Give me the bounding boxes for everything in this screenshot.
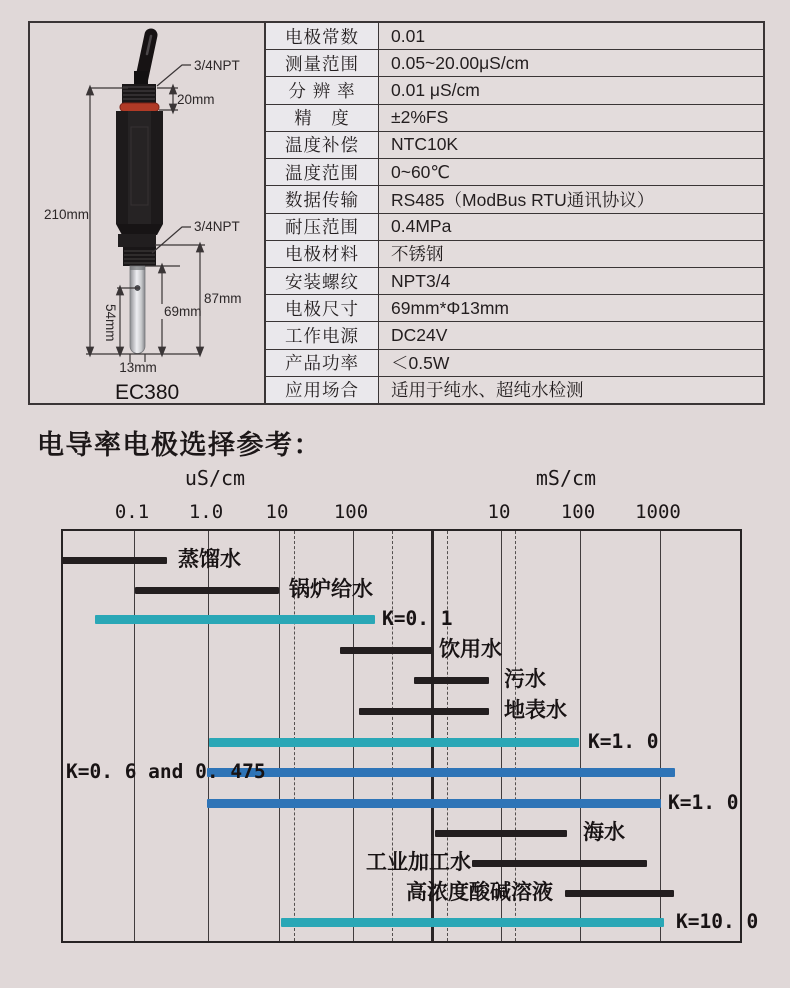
- spec-value-cell: ＜0.5W: [379, 350, 763, 376]
- cable-gland: [134, 71, 148, 86]
- axis-tick-label: 100: [560, 501, 596, 523]
- spec-value-cell: 0~60℃: [379, 159, 763, 185]
- spec-label-cell: 产品功率: [266, 350, 379, 376]
- spec-row: [266, 268, 763, 295]
- chart-bar-label: 工业加工水: [366, 851, 471, 874]
- spec-label-cell: 测量范围: [266, 50, 379, 76]
- chart-bar: [209, 738, 579, 747]
- spec-row: [266, 377, 763, 403]
- spec-label-cell: 电极尺寸: [266, 295, 379, 321]
- spec-value-cell: 不锈钢: [379, 241, 763, 267]
- spec-row: [266, 23, 763, 50]
- gridline-solid: [279, 531, 280, 941]
- spec-row: [266, 241, 763, 268]
- chart-bar: [359, 708, 489, 715]
- axis-tick-label: 10: [487, 501, 511, 523]
- chart-bar-label: 海水: [583, 821, 625, 844]
- chart-bar-label: 蒸馏水: [178, 548, 241, 571]
- spec-label-cell: 电极材料: [266, 241, 379, 267]
- chart-bar: [135, 587, 279, 594]
- spec-value-cell: NTC10K: [379, 132, 763, 158]
- chart-bar: [340, 647, 432, 654]
- chart-bar: [414, 677, 489, 684]
- chart-bar: [62, 557, 167, 564]
- spec-label-cell: 数据传输: [266, 186, 379, 212]
- chart-bar: [565, 890, 674, 897]
- spec-row: [266, 186, 763, 213]
- spec-value-cell: ±2%FS: [379, 105, 763, 131]
- chart-bar: [472, 860, 647, 867]
- lower-collar: [118, 234, 156, 247]
- spec-value-cell: DC24V: [379, 322, 763, 348]
- spec-value-cell: 69mm*Φ13mm: [379, 295, 763, 321]
- chart-bar-label: 污水: [504, 668, 546, 691]
- chart-bar: [281, 918, 664, 927]
- spec-label-cell: 耐压范围: [266, 214, 379, 240]
- spec-row: [266, 132, 763, 159]
- spec-value-cell: RS485（ModBus RTU通讯协议）: [379, 186, 763, 212]
- spec-value-cell: 0.05~20.00μS/cm: [379, 50, 763, 76]
- body-taper: [116, 224, 163, 235]
- probe-tube: [130, 266, 145, 354]
- dim-label-total-length: 210mm: [44, 207, 90, 222]
- sensor-diagram: [30, 23, 264, 403]
- axis-unit-label: uS/cm: [184, 466, 246, 490]
- spec-label-cell: 电极常数: [266, 23, 379, 49]
- chart-bar-label: 地表水: [504, 699, 567, 722]
- spec-value-cell: 0.01: [379, 23, 763, 49]
- spec-value-cell: NPT3/4: [379, 268, 763, 294]
- chart-bar: [207, 799, 661, 808]
- spec-row: [266, 105, 763, 132]
- axis-unit-label: mS/cm: [535, 466, 597, 490]
- chart-bar: [95, 615, 375, 624]
- spec-row: [266, 350, 763, 377]
- axis-tick-label: 0.1: [114, 501, 150, 523]
- spec-section: [28, 21, 765, 405]
- spec-value-cell: 适用于纯水、超纯水检测: [379, 377, 763, 403]
- chart-bar-label: 饮用水: [439, 638, 502, 661]
- chart-bar-label: K=0. 1: [382, 607, 453, 630]
- selection-chart: [61, 529, 759, 943]
- spec-label-cell: 应用场合: [266, 377, 379, 403]
- spec-label-cell: 安装螺纹: [266, 268, 379, 294]
- chart-bar: [435, 830, 567, 837]
- dim-label-lower-thread: 3/4NPT: [194, 219, 240, 234]
- chart-bar-label: 锅炉给水: [289, 578, 373, 601]
- dim-label-54: 54mm: [103, 304, 118, 342]
- axis-tick-label: 1000: [635, 501, 681, 523]
- chart-bar-label: K=1. 0: [588, 730, 659, 753]
- spec-row: [266, 214, 763, 241]
- spec-row: [266, 295, 763, 322]
- spec-row: [266, 50, 763, 77]
- chart-bar-label: K=10. 0: [676, 910, 759, 933]
- dim-label-69: 69mm: [164, 304, 202, 319]
- spec-label-cell: 温度补偿: [266, 132, 379, 158]
- spec-label-cell: 工作电源: [266, 322, 379, 348]
- dim-label-13: 13mm: [119, 360, 157, 375]
- gridline-solid: [580, 531, 581, 941]
- tube-shadow: [130, 266, 145, 270]
- spec-label-cell: 温度范围: [266, 159, 379, 185]
- dim-label-cable-thread: 3/4NPT: [194, 58, 240, 73]
- axis-tick-label: 1.0: [188, 501, 224, 523]
- dim-label-thread-length: 20mm: [177, 92, 215, 107]
- spec-row: [266, 77, 763, 104]
- o-ring: [120, 103, 159, 112]
- spec-row: [266, 159, 763, 186]
- axis-tick-label: 10: [265, 501, 289, 523]
- chart-bar-label: K=0. 6 and 0. 475: [66, 760, 266, 783]
- spec-value-cell: 0.01 μS/cm: [379, 77, 763, 103]
- spec-label-cell: 精 度: [266, 105, 379, 131]
- chart-title: 电导率电极选择参考：: [37, 430, 322, 460]
- chart-bar-label: 高浓度酸碱溶液: [406, 881, 553, 904]
- chart-bar-label: K=1. 0: [668, 791, 739, 814]
- dim-label-87: 87mm: [204, 291, 242, 306]
- gridline-dashed: [392, 531, 393, 941]
- spec-row: [266, 322, 763, 349]
- gridline-solid: [660, 531, 661, 941]
- chart-bar: [207, 768, 675, 777]
- sensor-drawing-svg: [30, 23, 264, 403]
- spec-label-cell: 分 辨 率: [266, 77, 379, 103]
- spec-table: [264, 23, 763, 403]
- model-label: EC380: [115, 381, 180, 403]
- spec-value-cell: 0.4MPa: [379, 214, 763, 240]
- axis-tick-label: 100: [333, 501, 369, 523]
